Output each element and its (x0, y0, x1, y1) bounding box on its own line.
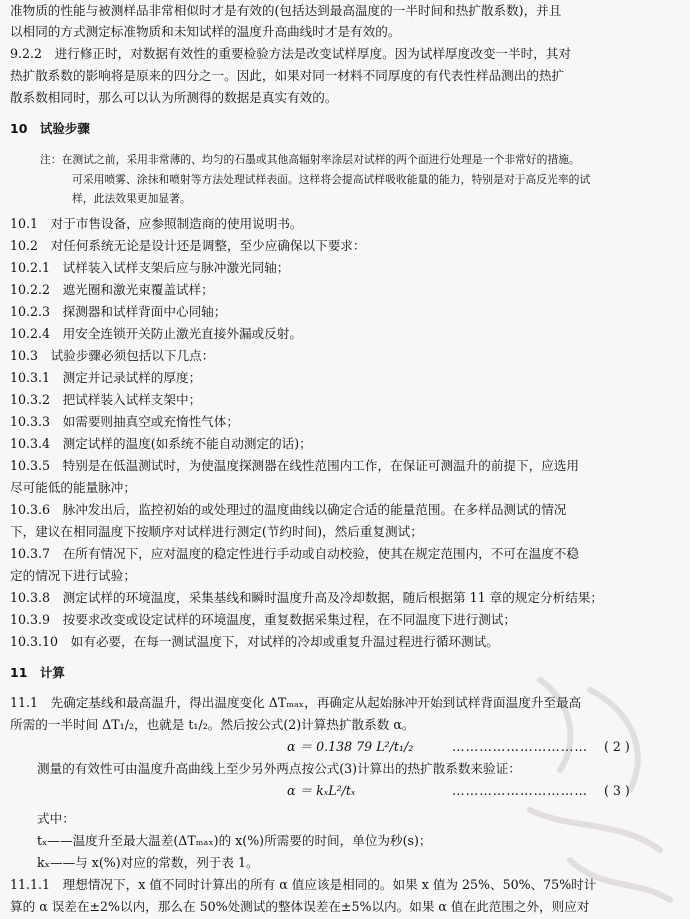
paragraph-line: 散系数相同时，那么可以认为所测得的数据是真实有效的。 (10, 90, 338, 105)
clause-10-2-4: 10.2.4 用安全连锁开关防止激光直接外漏或反射。 (10, 326, 302, 341)
formula-leader-dots: ………………………… (452, 783, 588, 798)
note-line: 可采用喷雾、涂抹和喷射等方法处理试样表面。这样将会提高试样吸收能量的能力，特别是对于高反光率的试 (72, 173, 591, 186)
clause-10-3-4: 10.3.4 测定试样的温度(如系统不能自动测定的话)； (10, 436, 312, 451)
clause-10-3-10: 10.3.10 如有必要，在每一测试温度下，对试样的冷却或重复升温过程进行循环测试。 (10, 634, 499, 649)
paragraph-line: 测量的有效性可由温度升高曲线上至少另外两点按公式(3)计算出的热扩散系数来验证： (37, 761, 521, 776)
clause-10-2-3: 10.2.3 探测器和试样背面中心同轴； (10, 304, 227, 319)
section-11-heading: 11 计算 (10, 665, 65, 680)
formula-2-number: ( 2 ) (604, 739, 630, 754)
paragraph-line: 下，建议在相同温度下按顺序对试样进行测定(节约时间)，然后重复测试； (10, 524, 423, 539)
clause-10-2-1: 10.2.1 试样装入试样支架后应与脉冲激光同轴； (10, 260, 290, 275)
clause-10-3-9: 10.3.9 按要求改变或设定试样的环境温度，重复数据采集过程，在不同温度下进行测试； (10, 612, 517, 627)
clause-10-3: 10.3 试验步骤必须包括以下几点： (10, 348, 215, 363)
note-line: 样，此法效果更加显著。 (72, 192, 191, 205)
paragraph-line: 所需的一半时间 ΔT₁/₂，也就是 t₁/₂。然后按公式(2)计算热扩散系数 α。 (10, 717, 415, 732)
clause-10-3-5: 10.3.5 特别是在低温测试时，为使温度探测器在线性范围内工作，在保证可测温升的前提下，应选用 (10, 458, 579, 473)
paragraph-line: 定的情况下进行试验； (10, 568, 136, 583)
clause-9-2-2: 9.2.2 进行修正时，对数据有效性的重要检验方法是改变试样厚度。因为试样厚度改变一半时，其对 (10, 46, 571, 61)
paragraph-line: 准物质的性能与被测样品非常相似时才是有效的(包括达到最高温度的一半时间和热扩散系数)，并且 (10, 3, 562, 18)
clause-10-3-2: 10.3.2 把试样装入试样支架中； (10, 392, 202, 407)
paragraph-line: 算的 α 误差在±2%以内，那么在 50%处测试的整体误差在±5%以内。如果 α 值在此范围之外，则应对 (10, 899, 590, 914)
clause-10-2: 10.2 对任何系统无论是设计还是调整，至少应确保以下要求： (10, 238, 366, 253)
clause-10-3-8: 10.3.8 测定试样的环境温度，采集基线和瞬时温度升高及冷却数据，随后根据第 11 章的规定分析结果； (10, 590, 604, 605)
definition-kx: kₓ——与 x(%)对应的常数，列于表 1。 (37, 855, 259, 870)
note-line: 注：在测试之前，采用非常薄的、均匀的石墨或其他高辐射率涂层对试样的两个面进行处理是一个非常好的措施。 (40, 153, 580, 166)
formula-leader-dots: ………………………… (452, 739, 588, 754)
paragraph-line: 热扩散系数的影响将是原来的四分之一。因此，如果对同一材料不同厚度的有代表性样品测出的热扩 (10, 68, 565, 83)
paragraph-line: 以相同的方式测定标准物质和未知试样的温度升高曲线时才是有效的。 (10, 24, 401, 39)
definition-tx: tₓ——温度升至最大温差(ΔTₘₐₓ)的 x(%)所需要的时间，单位为秒(s)； (37, 833, 432, 848)
clause-10-3-1: 10.3.1 测定并记录试样的厚度； (10, 370, 202, 385)
clause-10-1: 10.1 对于市售设备，应参照制造商的使用说明书。 (10, 216, 303, 231)
formula-2-expression: α ＝ 0.138 79 L²/t₁/₂ (287, 739, 414, 754)
where-label: 式中： (37, 811, 75, 826)
paragraph-line: 尽可能低的能量脉冲； (10, 480, 136, 495)
clause-10-3-7: 10.3.7 在所有情况下，应对温度的稳定性进行手动或自动校验，使其在规定范围内，不可在温度不稳 (10, 546, 579, 561)
clause-10-3-3: 10.3.3 如需要则抽真空或充惰性气体； (10, 414, 239, 429)
clause-10-3-6: 10.3.6 脉冲发出后，监控初始的或处理过的温度曲线以确定合适的能量范围。在多样品测试的情况 (10, 502, 567, 517)
formula-3-number: ( 3 ) (604, 783, 630, 798)
clause-11-1-1: 11.1.1 理想情况下，x 值不同时计算出的所有 α 值应该是相同的。如果 x 值为 25%、50%、75%时计 (10, 877, 597, 892)
clause-10-2-2: 10.2.2 遮光圈和激光束覆盖试样； (10, 282, 214, 297)
clause-11-1: 11.1 先确定基线和最高温升，得出温度变化 ΔTₘₐₓ，再确定从起始脉冲开始到试样背面温度升至最高 (10, 695, 582, 710)
section-10-heading: 10 试验步骤 (10, 121, 90, 136)
formula-3-expression: α ＝ kₓL²/tₓ (287, 783, 356, 798)
